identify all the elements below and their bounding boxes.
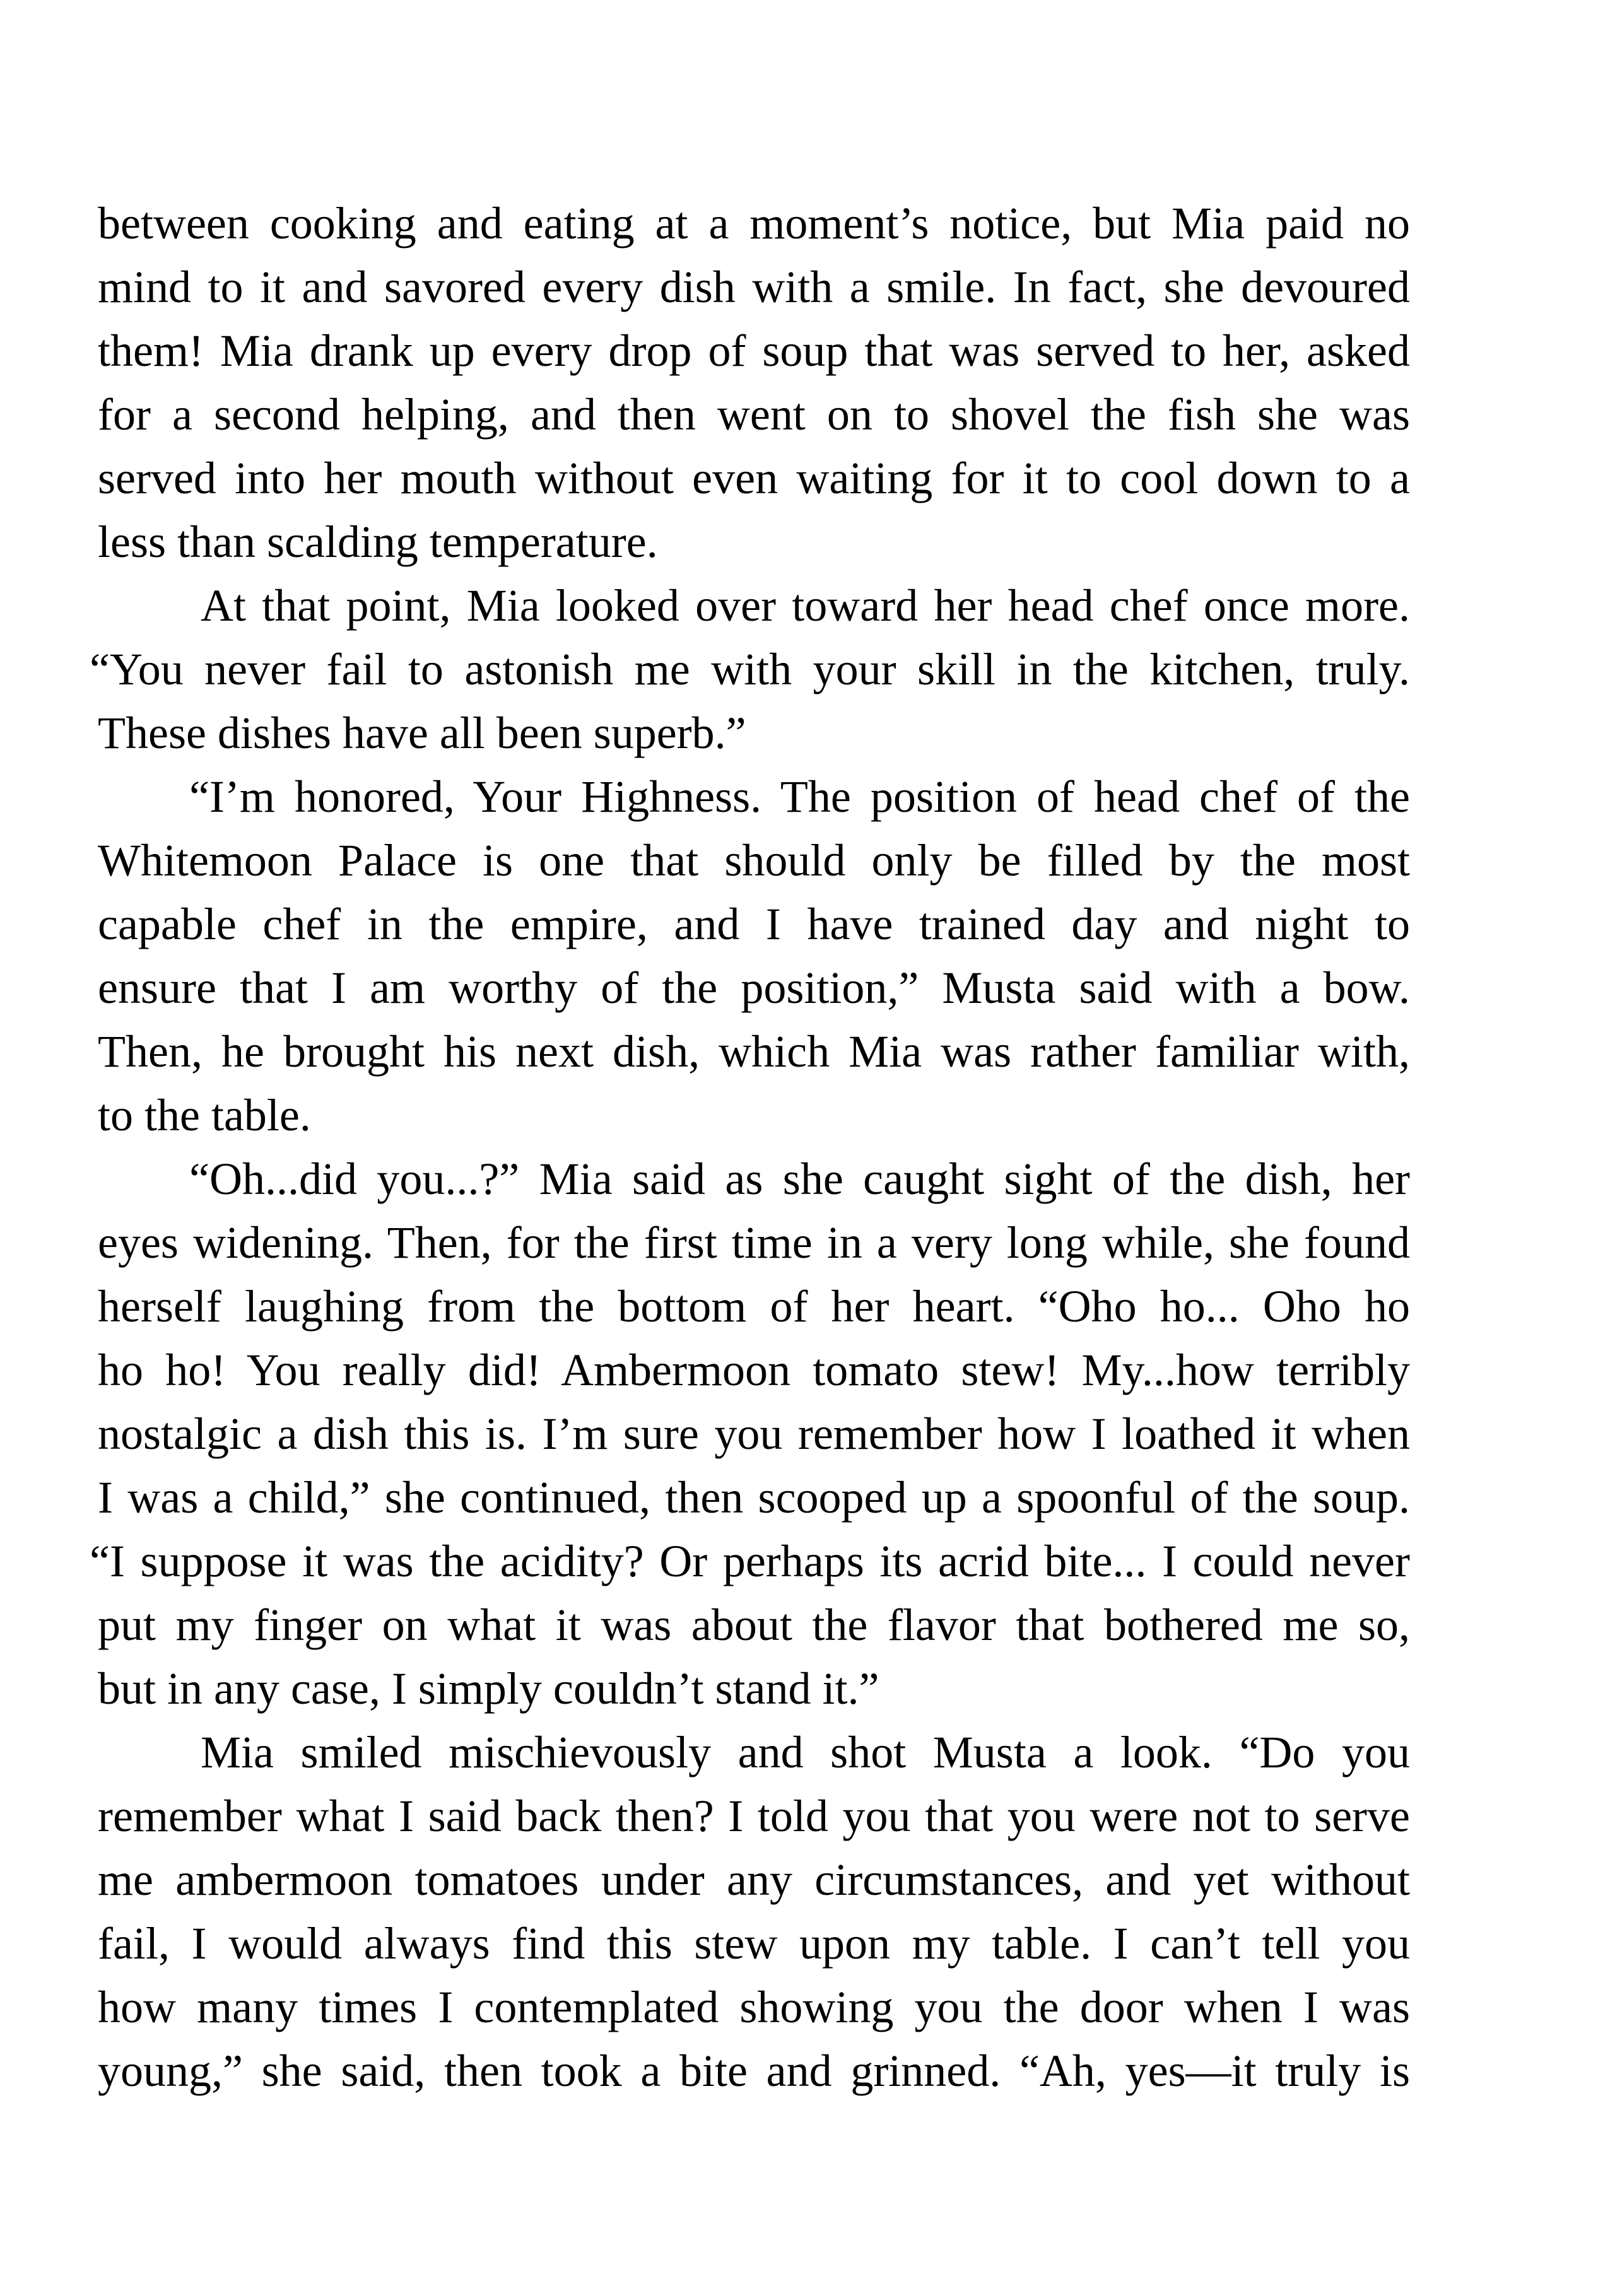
text-line: to the table.: [98, 1090, 311, 1140]
text-line: I was a child,” she continued, then scooped up a spoonful of the soup.: [98, 1472, 1410, 1523]
text-line: Whitemoon Palace is one that should only be filled by the most: [98, 835, 1410, 886]
text-line: them! Mia drank up every drop of soup that was served to her, asked: [98, 325, 1410, 376]
text-line: fail, I would always find this stew upon my table. I can’t tell you: [98, 1918, 1410, 1969]
text-line: “I’m honored, Your Highness. The position of head chef of the: [189, 771, 1410, 822]
text-line: put my finger on what it was about the flavor that bothered me so,: [98, 1600, 1410, 1650]
paragraph: [98, 765, 1410, 1147]
text-line: less than scalding temperature.: [98, 517, 658, 567]
paragraph: [90, 574, 1410, 765]
text-line: ho ho! You really did! Ambermoon tomato stew! My...how terribly: [98, 1345, 1410, 1395]
text-line: Then, he brought his next dish, which Mia was rather familiar with,: [98, 1026, 1410, 1077]
text-line: ensure that I am worthy of the position,” Musta said with a bow.: [98, 963, 1410, 1013]
text-line: mind to it and savored every dish with a smile. In fact, she devoured: [98, 262, 1410, 312]
text-line: eyes widening. Then, for the first time in a very long while, she found: [98, 1217, 1410, 1268]
text-line: remember what I said back then? I told you that you were not to serve: [98, 1791, 1410, 1841]
paragraph: [98, 192, 1410, 574]
text-line: served into her mouth without even waiting for it to cool down to a: [98, 453, 1410, 503]
paragraph: [90, 1147, 1410, 1721]
text-line: young,” she said, then took a bite and grinned. “Ah, yes—it truly is: [98, 2046, 1410, 2096]
text-line: herself laughing from the bottom of her heart. “Oho ho... Oho ho: [98, 1281, 1410, 1332]
text-line: between cooking and eating at a moment’s notice, but Mia paid no: [98, 198, 1410, 249]
text-line: nostalgic a dish this is. I’m sure you remember how I loathed it when: [98, 1409, 1410, 1459]
text-column: [90, 192, 1410, 2103]
text-line: These dishes have all been superb.”: [98, 708, 746, 758]
text-line: At that point, Mia looked over toward her head chef once more.: [201, 580, 1410, 631]
paragraph: [98, 1721, 1410, 2103]
text-line: for a second helping, and then went on to shovel the fish she was: [98, 389, 1410, 440]
text-line: “I suppose it was the acidity? Or perhaps its acrid bite... I could never: [90, 1536, 1410, 1586]
text-line: but in any case, I simply couldn’t stand it.”: [98, 1663, 879, 1714]
text-line: “You never fail to astonish me with your skill in the kitchen, truly.: [90, 644, 1410, 694]
text-line: “Oh...did you...?” Mia said as she caught sight of the dish, her: [189, 1154, 1410, 1204]
text-line: me ambermoon tomatoes under any circumstances, and yet without: [98, 1854, 1410, 1905]
text-line: capable chef in the empire, and I have trained day and night to: [98, 899, 1410, 949]
text-line: Mia smiled mischievously and shot Musta a look. “Do you: [201, 1727, 1410, 1778]
text-line: how many times I contemplated showing you the door when I was: [98, 1982, 1410, 2032]
